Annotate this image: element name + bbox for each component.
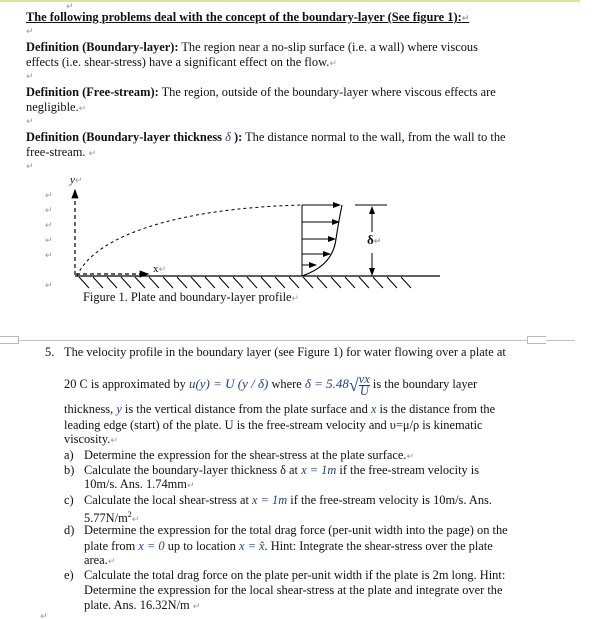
superscript: 2 xyxy=(127,510,132,519)
var-x: x xyxy=(370,402,377,416)
part-e-cont2 xyxy=(84,598,200,615)
intro-title-text: The following problems deal with the concept of the boundary-layer (See figure 1): xyxy=(26,10,462,24)
return-mark: ↵ xyxy=(406,452,415,462)
hatch-mark xyxy=(121,277,131,288)
definition-text: free-stream. xyxy=(26,145,89,159)
boundary-layer-edge-curve xyxy=(77,205,302,276)
equation: x = 1m xyxy=(252,493,288,507)
return-mark: ↵ xyxy=(88,149,97,159)
hatch-mark xyxy=(387,277,397,288)
text: if the free-stream velocity is xyxy=(336,463,480,477)
part-b-label: b) xyxy=(64,463,75,477)
x-label-text: x xyxy=(153,263,159,275)
plate-hatching xyxy=(79,277,411,288)
definition-label: Definition (Boundary-layer thickness xyxy=(26,130,226,144)
part-b xyxy=(84,463,479,478)
definition-text: The distance normal to the wall, from the wall to the xyxy=(242,130,506,144)
part-b-cont xyxy=(84,477,194,494)
text: up to location xyxy=(164,539,239,553)
problem-number: 5. xyxy=(45,345,55,359)
hatch-mark xyxy=(373,277,383,288)
definition-text: The region, outside of the boundary-layer where viscous effects are xyxy=(158,85,496,99)
hatch-mark xyxy=(331,277,341,288)
text: if the free-stream velocity is 10m/s. Ans. xyxy=(287,493,492,507)
hatch-mark xyxy=(261,277,271,288)
hatch-mark xyxy=(177,277,187,288)
return-mark: ↵ xyxy=(461,14,470,24)
equation: x = 0 xyxy=(138,539,165,553)
delta-label-text: δ xyxy=(367,232,374,247)
text: is the vertical distance from the plate surface and xyxy=(121,402,371,416)
svg-text:↵: ↵ xyxy=(45,236,53,246)
svg-text:↵: ↵ xyxy=(45,221,53,231)
hatch-mark xyxy=(359,277,369,288)
return-mark: ↵ xyxy=(26,27,34,37)
problem-text: The velocity profile in the boundary layer (see Figure 1) for water flowing over a plate at xyxy=(64,345,506,359)
fraction-denominator: U xyxy=(359,383,369,398)
text: 5.77N/m xyxy=(84,511,128,526)
hatch-mark xyxy=(135,277,145,288)
problem-equation-line: 20 C is approximated by u(y) = U (y / δ) where δ = 5.48√ $\frac{\nu x}{U}$ is the boundary layer xyxy=(64,371,478,398)
part-e-label: e) xyxy=(64,568,74,582)
definition-label-end: ): xyxy=(230,130,243,144)
equation: x = 1m xyxy=(301,463,337,477)
problem-text: is the boundary layer xyxy=(372,377,478,391)
text: Calculate the local shear-stress at xyxy=(84,493,252,507)
problem-text-line5 xyxy=(64,432,118,449)
equation: x = x̂ xyxy=(238,539,265,553)
hatch-mark xyxy=(275,277,285,288)
return-mark: ↵ xyxy=(329,59,337,69)
figure-caption xyxy=(83,290,299,307)
definition-text: effects (i.e. shear-stress) have a significant effect on the flow. xyxy=(26,55,330,69)
part-a-label: a) xyxy=(64,448,74,462)
delta-label xyxy=(367,232,381,250)
hatch-mark xyxy=(289,277,299,288)
definition-label: Definition (Boundary-layer): xyxy=(26,40,179,54)
return-mark: ↵ xyxy=(107,557,116,567)
hatch-mark xyxy=(79,277,89,288)
return-mark: ↵ xyxy=(131,515,140,526)
problem-text: 20 C is approximated by xyxy=(64,377,189,391)
problem-text: where xyxy=(268,377,305,391)
caption-text: Figure 1. Plate and boundary-layer profile xyxy=(83,290,292,304)
text: 10m/s. Ans. 1.74mm xyxy=(84,477,187,491)
y-label-text: y xyxy=(70,174,75,186)
hatch-mark xyxy=(93,277,103,288)
svg-text:↵: ↵ xyxy=(45,206,53,216)
text: . Hint: Integrate the shear-stress over the plate xyxy=(264,539,493,553)
definition-label: Definition (Free-stream): xyxy=(26,85,159,99)
page-break-line xyxy=(0,340,575,341)
problem-text: leading edge (start) of the plate. U is the free-stream velocity and υ=μ/ρ is kinematic xyxy=(64,418,483,432)
figure-left-return-marks xyxy=(45,191,53,291)
hatch-mark xyxy=(219,277,229,288)
text: plate. Ans. 16.32N/m xyxy=(84,598,193,612)
part-e-cont: Determine the expression for the local shear-stress at the plate and integrate over the xyxy=(84,583,503,597)
delta-equation: δ = 5.48 xyxy=(304,376,349,391)
page-corner-mark-left xyxy=(0,336,19,344)
svg-text:↵: ↵ xyxy=(45,281,53,291)
return-mark: ↵ xyxy=(158,265,167,275)
hatch-mark xyxy=(163,277,173,288)
return-mark: ↵ xyxy=(373,237,382,247)
part-d: Determine the expression for the total drag force (per-unit width into the page) on the xyxy=(84,523,508,537)
return-mark: ↵ xyxy=(291,294,300,304)
return-mark: ↵ xyxy=(26,72,34,82)
return-mark: ↵ xyxy=(192,602,201,612)
velocity-arrows xyxy=(302,205,340,265)
part-e: Calculate the total drag force on the plate per-unit width if the plate is 2m long. Hint: xyxy=(84,568,506,582)
part-d-cont xyxy=(84,539,493,554)
hatch-mark xyxy=(345,277,355,288)
return-mark: ↵ xyxy=(26,162,34,172)
fraction-numerator: νx xyxy=(358,371,370,386)
delta-symbol: δ xyxy=(225,130,231,144)
page-corner-mark-right xyxy=(527,336,546,344)
return-mark: ↵ xyxy=(74,176,83,186)
sqrt-fraction xyxy=(358,371,370,398)
text: Determine the expression for the shear-stress at the plate surface. xyxy=(84,448,407,462)
hatch-mark xyxy=(247,277,257,288)
var-y: y xyxy=(116,402,122,416)
return-mark: ↵ xyxy=(186,481,195,491)
return-mark: ↵ xyxy=(26,117,34,127)
part-c xyxy=(84,493,492,508)
return-mark: ↵ xyxy=(40,612,48,619)
velocity-equation: u(y) = U (y / δ) xyxy=(188,376,269,391)
part-d-label: d) xyxy=(64,523,75,537)
hatch-mark xyxy=(191,277,201,288)
part-c-label: c) xyxy=(64,493,74,507)
svg-text:↵: ↵ xyxy=(45,251,53,261)
hatch-mark xyxy=(149,277,159,288)
hatch-mark xyxy=(233,277,243,288)
text: thickness, xyxy=(64,402,117,416)
hatch-mark xyxy=(303,277,313,288)
return-mark: ↵ xyxy=(110,436,118,446)
text: viscosity. xyxy=(64,432,111,446)
return-mark: ↵ xyxy=(78,104,87,114)
hatch-mark xyxy=(205,277,215,288)
hatch-mark xyxy=(317,277,327,288)
definition-text: negligible. xyxy=(26,100,79,114)
problem-text-line3 xyxy=(64,402,495,417)
definition-text: The region near a no-slip surface (i.e. a wall) where viscous xyxy=(178,40,478,54)
text: Calculate the boundary-layer thickness δ at xyxy=(84,463,302,477)
text: plate from xyxy=(84,539,139,553)
hatch-mark xyxy=(401,277,411,288)
y-axis-label xyxy=(70,173,82,189)
text: is the distance from the xyxy=(376,402,496,416)
return-mark: ↵ xyxy=(66,2,74,12)
hatch-mark xyxy=(107,277,117,288)
text: area. xyxy=(84,553,108,567)
svg-text:↵: ↵ xyxy=(45,191,53,201)
x-axis-label xyxy=(153,262,166,278)
